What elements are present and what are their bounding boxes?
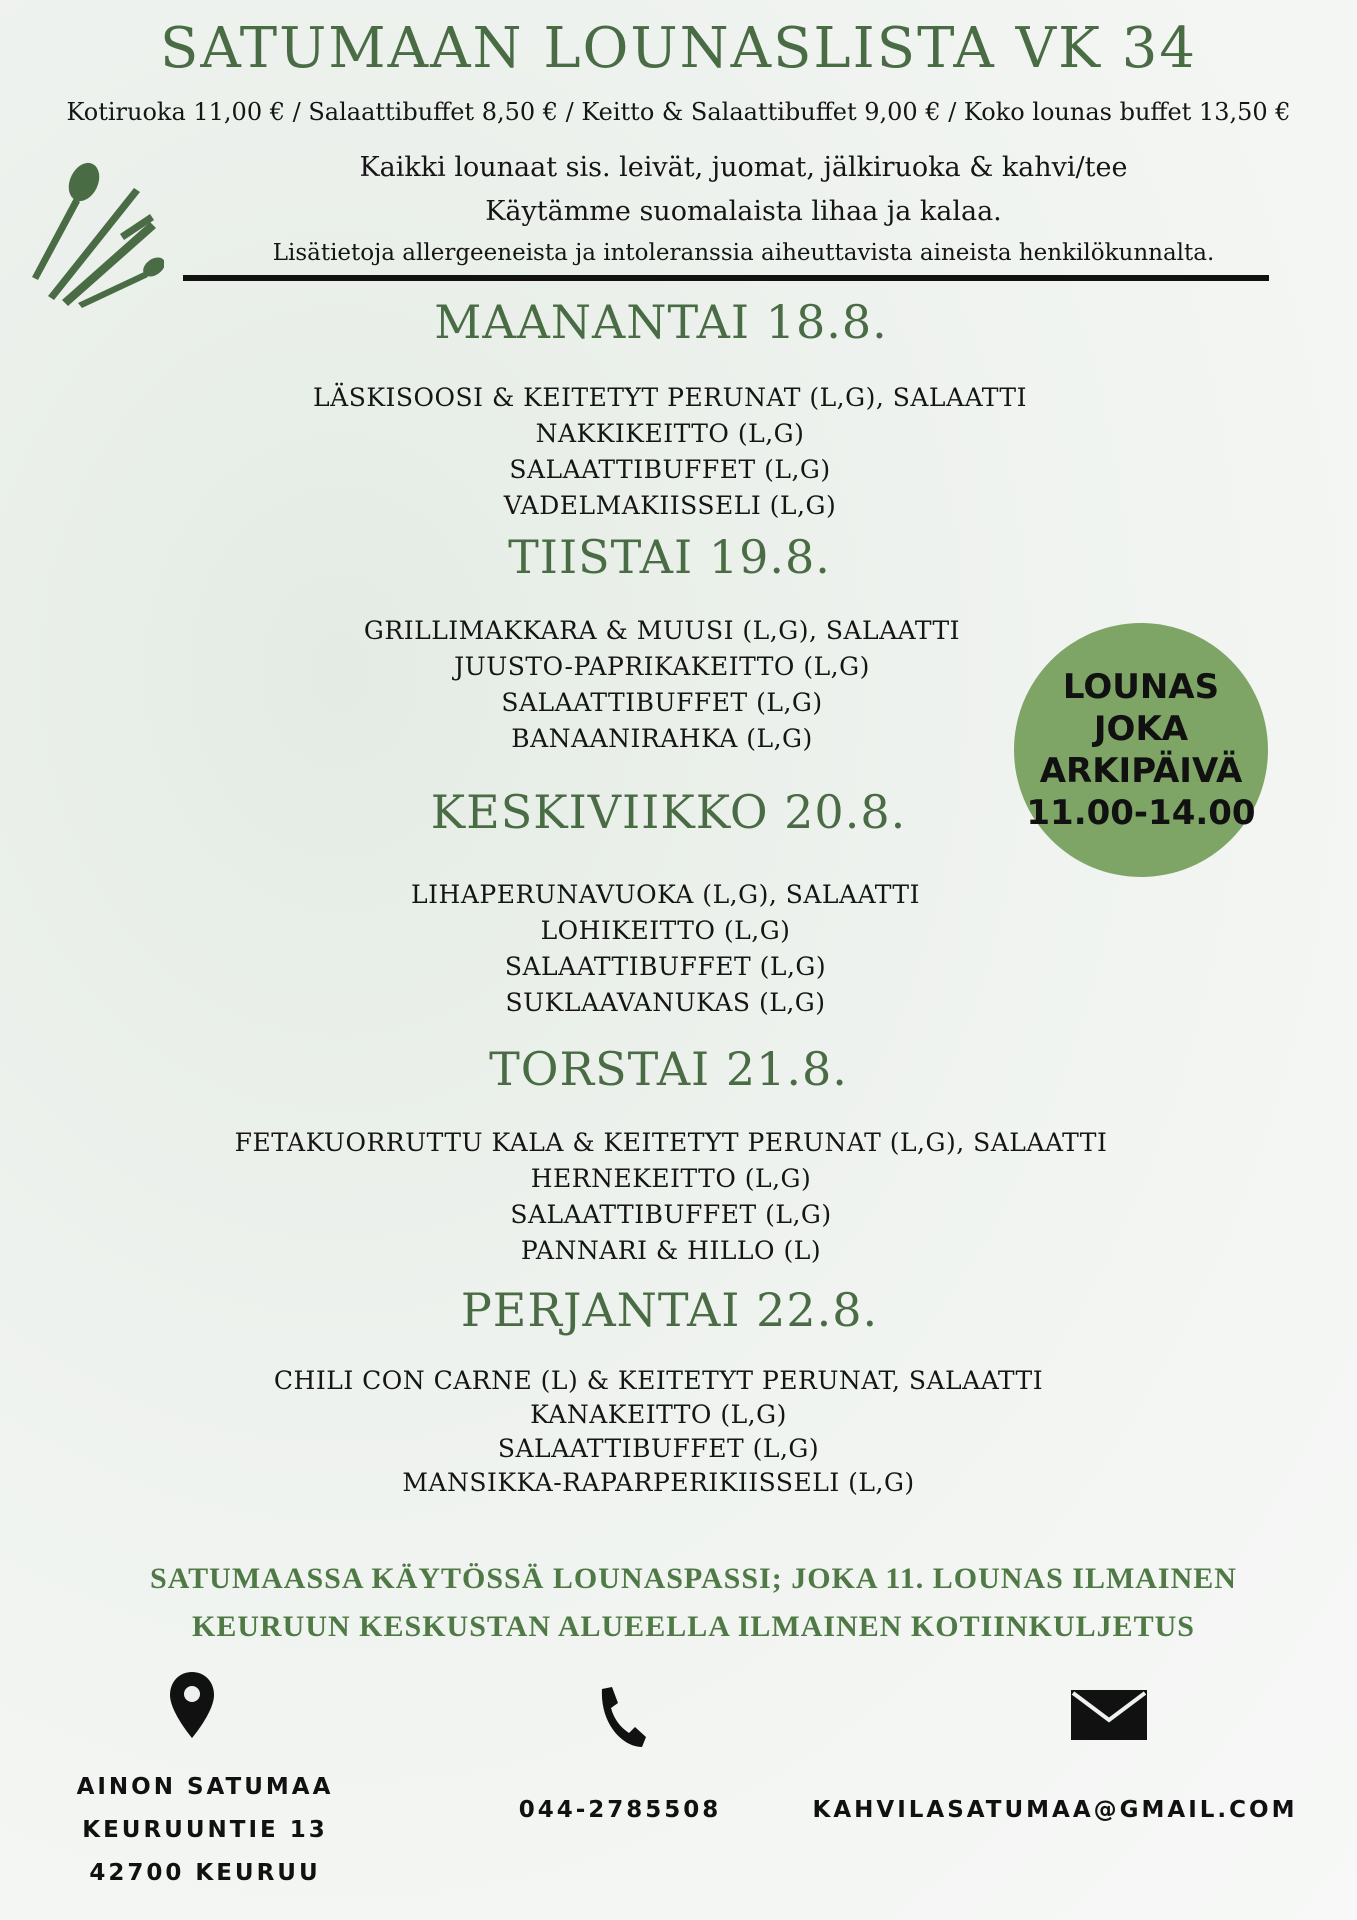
address-line: KEURUUNTIE 13 bbox=[82, 1817, 328, 1843]
divider bbox=[183, 275, 1269, 281]
promo-line-2: KEURUUN KESKUSTAN ALUEELLA ILMAINEN KOTIINKULJETUS bbox=[192, 1610, 1195, 1643]
day-title-monday: MAANANTAI 18.8. bbox=[434, 295, 888, 349]
menu-item: BANAANIRAHKA (L,G) bbox=[511, 724, 813, 753]
badge-line: LOUNAS bbox=[1062, 667, 1220, 707]
menu-item: SALAATTIBUFFET (L,G) bbox=[497, 1434, 820, 1463]
menu-item: LÄSKISOOSI & KEITETYT PERUNAT (L,G), SALAATTI bbox=[313, 383, 1027, 412]
menu-item: LOHIKEITTO (L,G) bbox=[540, 916, 791, 945]
menu-item: SALAATTIBUFFET (L,G) bbox=[504, 952, 827, 981]
info-text-2: Käytämme suomalaista lihaa ja kalaa. bbox=[485, 196, 1002, 227]
day-title-wednesday: KESKIVIIKKO 20.8. bbox=[430, 785, 907, 839]
menu-item: JUUSTO-PAPRIKAKEITTO (L,G) bbox=[454, 652, 870, 681]
page-title: SATUMAAN LOUNASLISTA VK 34 bbox=[160, 16, 1197, 81]
badge-line: 11.00-14.00 bbox=[1026, 793, 1256, 833]
promo-line-1: SATUMAASSA KÄYTÖSSÄ LOUNASPASSI; JOKA 11. LOUNAS ILMAINEN bbox=[150, 1562, 1237, 1595]
menu-item: LIHAPERUNAVUOKA (L,G), SALAATTI bbox=[411, 880, 920, 909]
price-list: Kotiruoka 11,00 € / Salaattibuffet 8,50 € / Keitto & Salaattibuffet 9,00 € / Koko lounas buffet 13,50 € bbox=[66, 98, 1291, 126]
menu-item: HERNEKEITTO (L,G) bbox=[530, 1164, 812, 1193]
day-items-monday bbox=[0, 380, 1340, 524]
address-line: AINON SATUMAA bbox=[76, 1774, 334, 1800]
info-text-3: Lisätietoja allergeeneista ja intoleranssia aiheuttavista aineista henkilökunnalta. bbox=[272, 240, 1215, 266]
menu-item: CHILI CON CARNE (L) & KEITETYT PERUNAT, SALAATTI bbox=[273, 1366, 1044, 1395]
menu-item: PANNARI & HILLO (L) bbox=[520, 1236, 822, 1265]
day-title-thursday: TORSTAI 21.8. bbox=[489, 1042, 848, 1096]
address-block bbox=[55, 1766, 355, 1895]
day-title-tuesday: TIISTAI 19.8. bbox=[508, 530, 831, 584]
menu-item: SUKLAAVANUKAS (L,G) bbox=[505, 988, 826, 1017]
info-text-1: Kaikki lounaat sis. leivät, juomat, jälkiruoka & kahvi/tee bbox=[359, 152, 1128, 183]
menu-item: GRILLIMAKKARA & MUUSI (L,G), SALAATTI bbox=[363, 616, 961, 645]
phone-number: 044-2785508 bbox=[518, 1797, 722, 1823]
day-items-friday bbox=[0, 1364, 1317, 1500]
address-line: 42700 KEURUU bbox=[89, 1860, 321, 1886]
menu-item: MANSIKKA-RAPARPERIKIISSELI (L,G) bbox=[402, 1468, 915, 1497]
day-items-wednesday bbox=[0, 877, 1331, 1021]
badge-line: JOKA bbox=[1093, 709, 1189, 749]
menu-item: SALAATTIBUFFET (L,G) bbox=[501, 688, 823, 717]
mail-icon bbox=[1071, 1690, 1147, 1740]
menu-item: SALAATTIBUFFET (L,G) bbox=[509, 455, 831, 484]
menu-item: SALAATTIBUFFET (L,G) bbox=[510, 1200, 832, 1229]
menu-item: NAKKIKEITTO (L,G) bbox=[535, 419, 805, 448]
phone-icon bbox=[596, 1685, 648, 1751]
menu-item: KANAKEITTO (L,G) bbox=[530, 1400, 787, 1429]
menu-item: FETAKUORRUTTU KALA & KEITETYT PERUNAT (L,G), SALAATTI bbox=[234, 1128, 1108, 1157]
location-pin-icon bbox=[168, 1670, 216, 1740]
day-items-thursday bbox=[0, 1125, 1342, 1269]
menu-item: VADELMAKIISSELI (L,G) bbox=[503, 491, 837, 520]
badge-line: ARKIPÄIVÄ bbox=[1039, 751, 1243, 791]
email-address: KAHVILASATUMAA@GMAIL.COM bbox=[812, 1797, 1298, 1823]
day-title-friday: PERJANTAI 22.8. bbox=[460, 1283, 879, 1337]
